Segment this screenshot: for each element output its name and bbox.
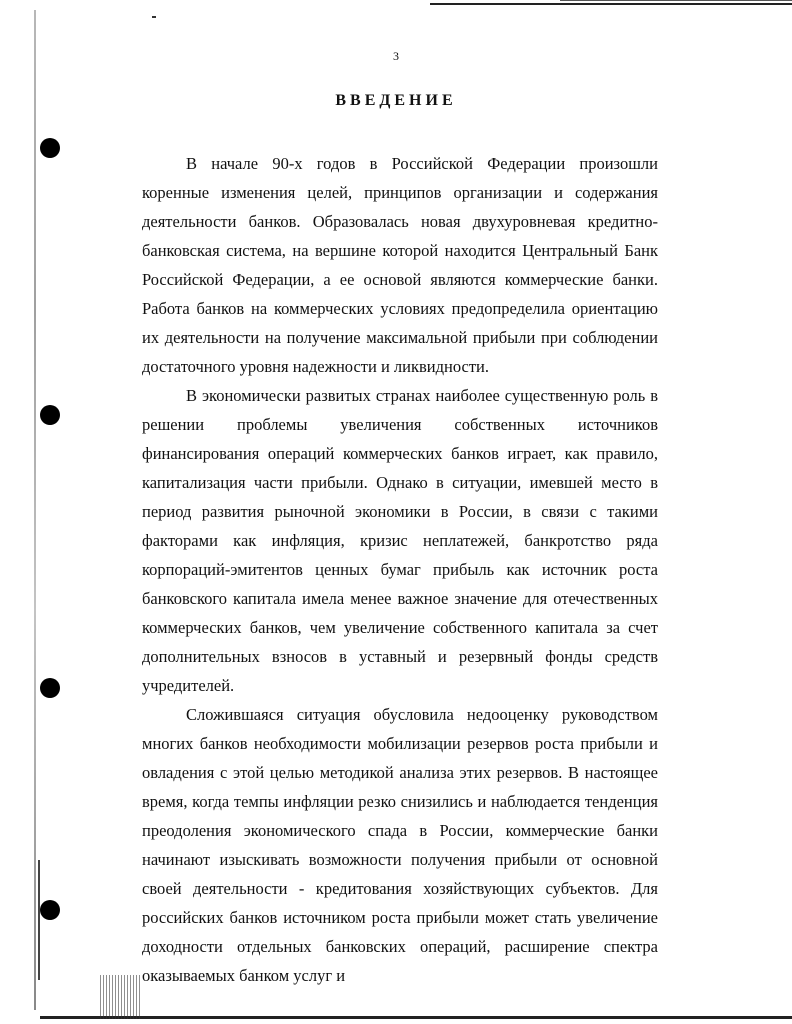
- page-number: 3: [393, 49, 399, 63]
- scan-edge-bottom: [40, 1016, 792, 1019]
- scan-edge-top-thin: [560, 0, 792, 1]
- scan-noise: [100, 975, 140, 1019]
- paragraph: В начале 90-х годов в Российской Федерации произошли коренные изменения целей, принципов организации и содержания деятельности банков. Образовалась новая двухуровневая кредитно-банковская система, на вершине которой находится Центральный Банк Российской Федерации, а ее основой являются коммерческие банки. Работа банков на коммерческих условиях предопределила ориентацию их деятельности на получение максимальной прибыли при соблюдении достаточного уровня надежности и ликвидности.: [142, 154, 658, 376]
- binder-hole-4: [40, 900, 60, 920]
- page-title: ВВЕДЕНИЕ: [335, 92, 457, 109]
- paragraph: В экономически развитых странах наиболее существенную роль в решении проблемы увеличения собственных источников финансирования операций коммерческих банков играет, как правило, капитализация части прибыли. Однако в ситуации, имевшей место в период развития рыночной экономики в России, в связи с такими факторами как инфляция, кризис неплатежей, банкротство ряда корпораций-эмитентов ценных бумаг прибыль как источник роста банковского капитала имела менее важное значение для отечественных коммерческих банков, чем увеличение собственного капитала за счет дополнительных взносов в уставный и резервный фонды средств учредителей.: [142, 386, 658, 695]
- binder-hole-2: [40, 405, 60, 425]
- paragraph: Сложившаяся ситуация обусловила недооценку руководством многих банков необходимости мобилизации резервов роста прибыли и овладения с этой целью методикой анализа этих резервов. В настоящее время, когда темпы инфляции резко снизились и наблюдается тенденция преодоления экономического спада в России, коммерческие банки начинают изыскивать возможности получения прибыли от основной своей деятельности - кредитования хозяйствующих субъектов. Для российских банков источником роста прибыли может стать увеличение доходности отдельных банковских операций, расширение спектра оказываемых банком услуг и: [142, 705, 658, 985]
- scan-speck: [152, 16, 156, 18]
- scan-edge-left: [34, 10, 36, 1010]
- binder-hole-3: [40, 678, 60, 698]
- binder-hole-1: [40, 138, 60, 158]
- scan-edge-left-dark: [38, 860, 40, 980]
- scan-edge-top: [430, 3, 792, 5]
- body-text: [142, 149, 658, 990]
